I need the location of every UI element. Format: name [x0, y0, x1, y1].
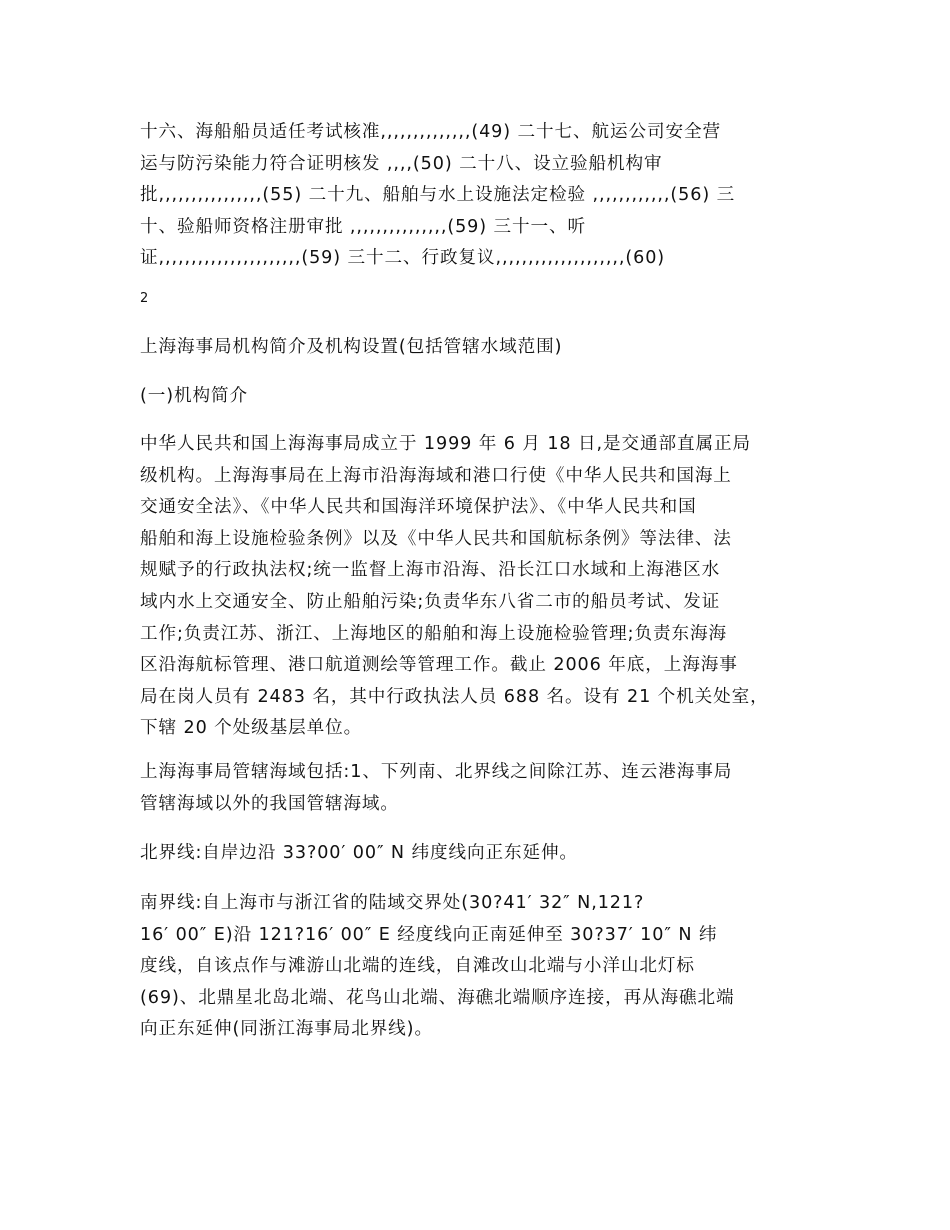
intro-paragraph — [140, 429, 826, 745]
page-number: 2 — [140, 291, 149, 306]
paragraph-line: 南界线:自上海市与浙江省的陆域交界处(30?41′ 32″ N,121? — [140, 893, 645, 913]
paragraph-line: 向正东延伸(同浙江海事局北界线)。 — [140, 1019, 433, 1040]
south-boundary — [140, 888, 826, 1046]
paragraph-line: 度线，自该点作与滩游山北端的连线，自滩改山北端与小洋山北灯标 — [140, 956, 695, 977]
jurisdiction-paragraph — [140, 757, 826, 820]
paragraph-line: 下辖 20 个处级基层单位。 — [140, 718, 363, 739]
paragraph-line: 域内水上交通安全、防止船舶污染;负责华东八省二市的船员考试、发证 — [140, 591, 721, 612]
paragraph-line: 区沿海航标管理、港口航道测绘等管理工作。截止 2006 年底，上海海事 — [140, 655, 738, 676]
subsection-title-text: (一)机构简介 — [140, 386, 248, 406]
toc-line: 运与防污染能力符合证明核发 ,,,,(50) 二十八、设立验船机构审 — [140, 153, 663, 174]
north-boundary — [140, 838, 826, 870]
north-boundary-text: 北界线:自岸边沿 33?00′ 00″ N 纬度线向正东延伸。 — [140, 843, 578, 863]
toc-line: 十六、海船船员适任考试核准,,,,,,,,,,,,,,(49) 二十七、航运公司安全营 — [140, 122, 721, 142]
paragraph-line: 16′ 00″ E)沿 121?16′ 00″ E 经度线向正南延伸至 30?37′ 10″ N 纬 — [140, 924, 718, 945]
toc-line: 十、验船师资格注册审批 ,,,,,,,,,,,,,,,(59) 三十一、听 — [140, 216, 586, 237]
toc-line: 证,,,,,,,,,,,,,,,,,,,,,,(59) 三十二、行政复议,,,,,,,,,,,,,,,,,,,,(60) — [140, 248, 666, 269]
paragraph-line: 上海海事局管辖海域包括:1、下列南、北界线之间除江苏、连云港海事局 — [140, 762, 733, 782]
paragraph-line: 中华人民共和国上海海事局成立于 1999 年 6 月 18 日,是交通部直属正局 — [140, 434, 751, 454]
paragraph-line: 规赋予的行政执法权;统一监督上海市沿海、沿长江口水域和上海港区水 — [140, 560, 721, 581]
subsection-title — [140, 381, 826, 413]
section-title — [140, 332, 826, 364]
paragraph-line: 级机构。上海海事局在上海市沿海海域和港口行使《中华人民共和国海上 — [140, 465, 732, 486]
paragraph-line: 局在岗人员有 2483 名，其中行政执法人员 688 名。设有 21 个机关处室， — [140, 686, 769, 707]
paragraph-line: 交通安全法》、《中华人民共和国海洋环境保护法》、《中华人民共和国 — [140, 497, 697, 518]
paragraph-line: (69)、北鼎星北岛北端、花鸟山北端、海礁北端顺序连接，再从海礁北端 — [140, 987, 735, 1008]
paragraph-line: 船舶和海上设施检验条例》以及《中华人民共和国航标条例》等法律、法 — [140, 528, 732, 549]
toc-line: 批,,,,,,,,,,,,,,,,(55) 二十九、船舶与水上设施法定检验 ,,,,,,,,,,,,(56) 三 — [140, 185, 736, 206]
section-title-text: 上海海事局机构简介及机构设置(包括管辖水域范围) — [140, 337, 563, 357]
table-of-contents — [140, 117, 826, 275]
paragraph-line: 管辖海域以外的我国管辖海域。 — [140, 793, 399, 814]
paragraph-line: 工作;负责江苏、浙江、上海地区的船舶和海上设施检验管理;负责东海海 — [140, 623, 727, 644]
